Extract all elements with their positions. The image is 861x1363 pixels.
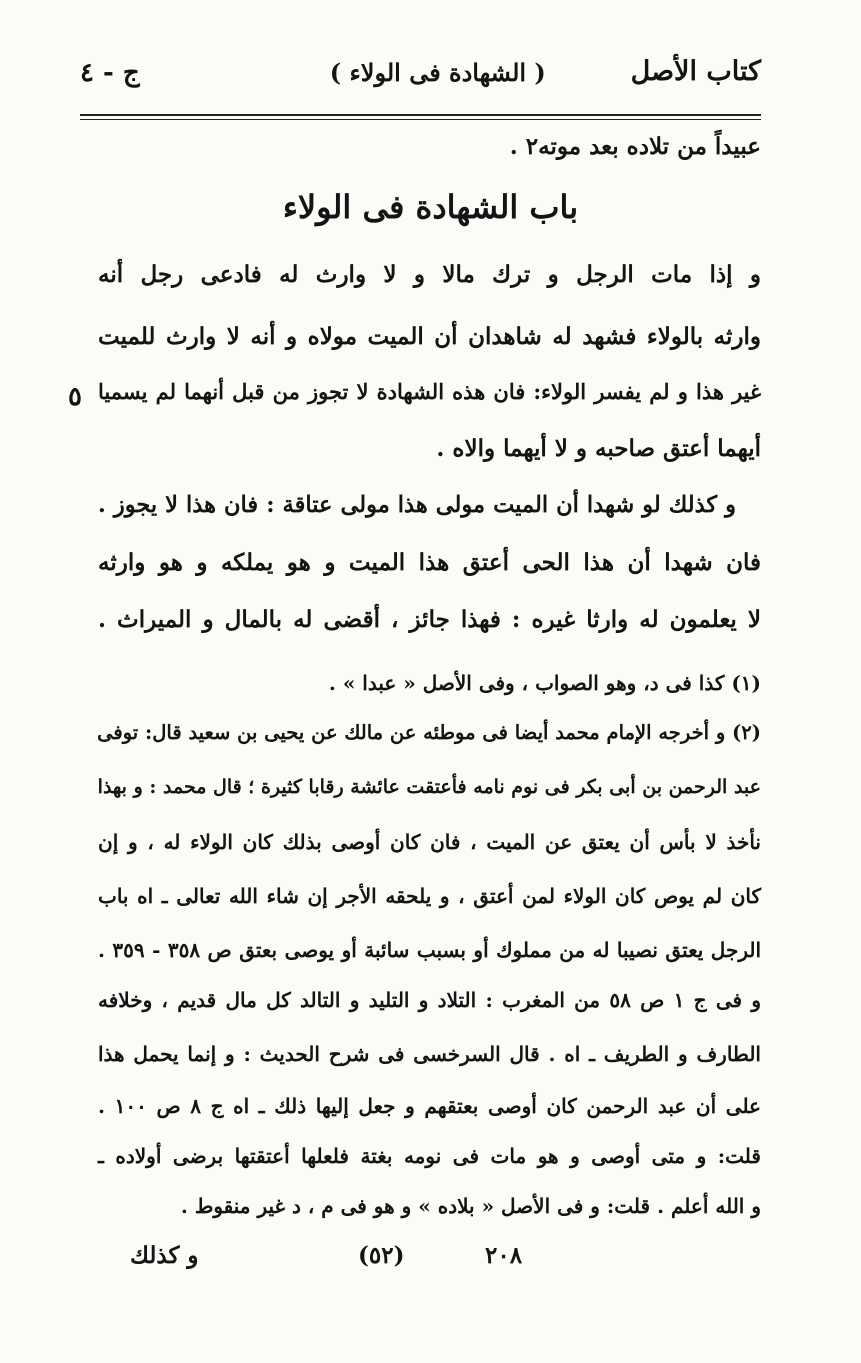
section-title: باب الشهادة فى الولاء	[282, 188, 579, 226]
footnote-line: و الله أعلم . قلت: و فى الأصل « بلاده » و هو فى م ، د غير منقوط .	[180, 1194, 761, 1218]
line-number-marker: ٥	[68, 382, 82, 412]
section-number: (٥٢)	[358, 1242, 405, 1269]
main-line: وارثه بالولاء فشهد له شاهدان أن الميت مولاه و أنه لا وارث للميت	[98, 323, 761, 350]
footnote-line: قلت: و متى أوصى و هو مات فى نومه بغتة فلعلها أعتقتها برضى أولاده ـ	[98, 1144, 761, 1168]
footnote-line: (٢) و أخرجه الإمام محمد أيضا فى موطئه عن مالك عن يحيى بن سعيد قال: توفى	[97, 721, 761, 744]
footnote-line: كان لم يوص كان الولاء لمن أعتق ، و يلحقه الأجر إن شاء الله تعالى ـ اه باب	[98, 884, 761, 908]
header-rule-thin	[80, 119, 761, 120]
main-line: و إذا مات الرجل و ترك مالا و لا وارث له فادعى رجل أنه	[98, 261, 761, 288]
footnote-line: عبد الرحمن بن أبى بكر فى نوم نامه فأعتقت عائشة رقابا كثيرة ؛ قال محمد : و بهذا	[97, 776, 761, 798]
footnote-line: (١) كذا فى د، وهو الصواب ، وفى الأصل « عبدا » .	[328, 671, 761, 695]
chapter-title: ( الشهادة فى الولاء )	[329, 58, 546, 87]
volume-label: ج - ٤	[80, 58, 140, 88]
main-line: غير هذا و لم يفسر الولاء: فان هذه الشهادة لا تجوز من قبل أنهما لم يسميا	[98, 379, 761, 404]
continuation-line: عبيداً من تلاده بعد موته٢ .	[509, 133, 761, 160]
header-rule-thick	[80, 114, 761, 116]
main-line: فان شهدا أن هذا الحى أعتق هذا الميت و هو يملكه و هو وارثه	[98, 549, 761, 576]
footnote-line: على أن عبد الرحمن كان أوصى بعتقهم و جعل إليها ذلك ـ اه ج ٨ ص ١٠٠ .	[98, 1094, 761, 1118]
book-title: كتاب الأصل	[630, 56, 761, 87]
page-footer	[80, 1242, 761, 1282]
footnote-line: نأخذ لا بأس أن يعتق عن الميت ، فان كان أوصى بذلك كان الولاء له ، و إن	[98, 830, 761, 854]
page-number: ٢٠٨	[485, 1242, 523, 1269]
main-line: و كذلك لو شهدا أن الميت مولى هذا مولى عتاقة : فان هذا لا يجوز .	[98, 492, 736, 518]
main-line: أيهما أعتق صاحبه و لا أيهما والاه .	[436, 435, 761, 462]
footnote-line: و فى ج ١ ص ٥٨ من المغرب : التلاد و التليد و التالد كل مال قديم ، وخلافه	[98, 988, 762, 1012]
running-header	[80, 56, 761, 106]
footnote-line: الرجل يعتق نصيبا له من مملوك أو بسبب سائبة أو يوصى بعتق ص ٣٥٨ - ٣٥٩ .	[98, 938, 762, 962]
catchword: و كذلك	[130, 1242, 199, 1269]
main-line: لا يعلمون له وارثا غيره : فهذا جائز ، أقضى له بالمال و الميراث .	[98, 606, 761, 633]
footnote-line: الطارف و الطريف ـ اه . قال السرخسى فى شرح الحديث : و إنما يحمل هذا	[98, 1042, 761, 1066]
